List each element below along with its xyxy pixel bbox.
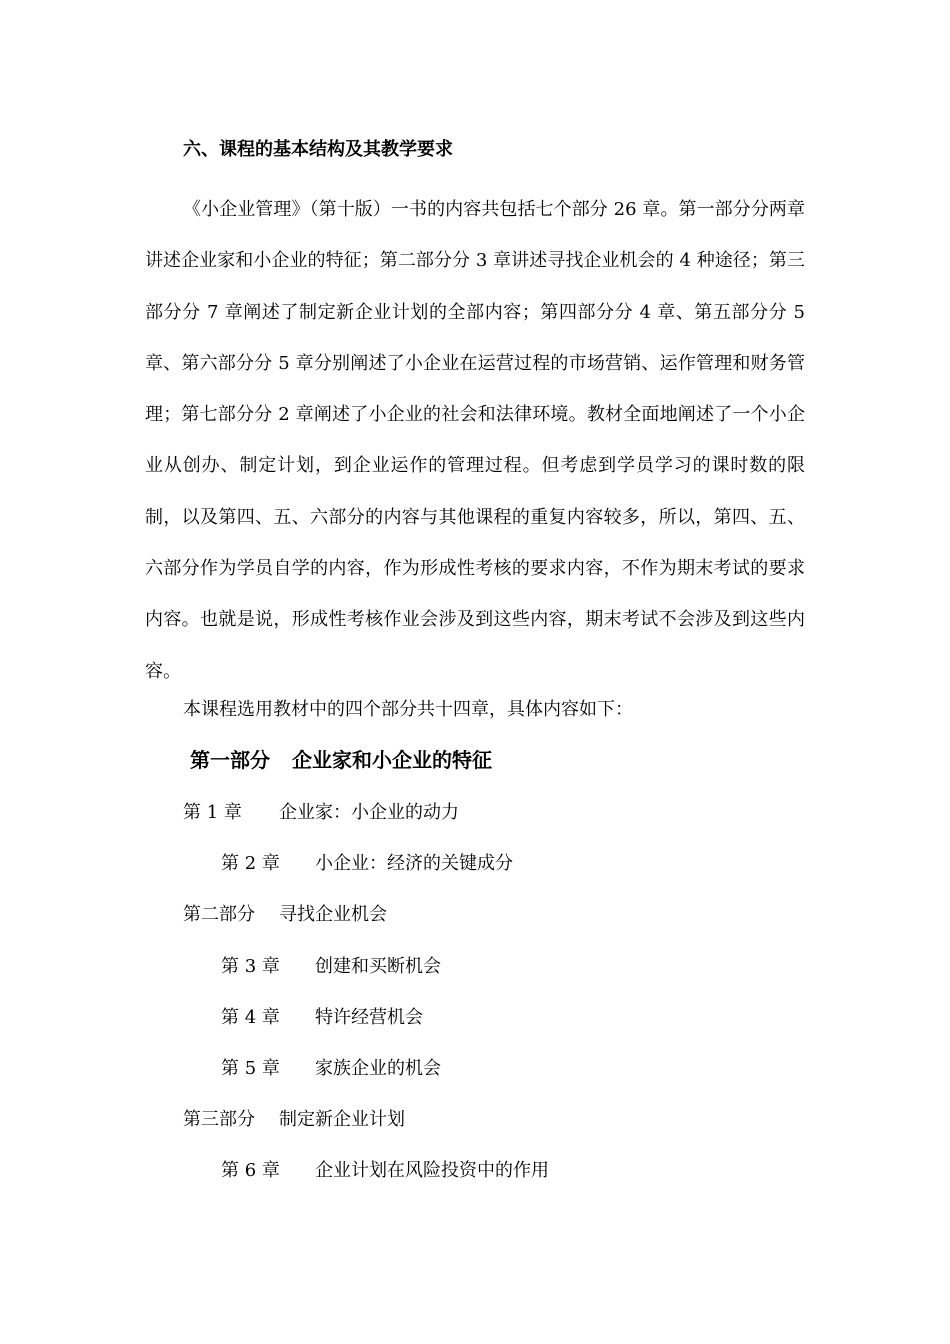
toc-item-title: 企业计划在风险投资中的作用 — [315, 1160, 549, 1181]
toc-part-number: 第二部分 — [183, 904, 255, 925]
toc-item-number: 第 5 章 — [221, 1058, 280, 1079]
toc-item — [221, 850, 513, 878]
toc-item-title: 特许经营机会 — [315, 1007, 423, 1028]
toc-item-number: 第 4 章 — [221, 1007, 280, 1028]
toc-part-number: 第三部分 — [183, 1109, 255, 1130]
part-heading — [190, 744, 492, 776]
toc-item — [221, 1055, 441, 1083]
part-title: 企业家和小企业的特征 — [292, 748, 492, 772]
toc-item-number: 第 2 章 — [221, 853, 280, 874]
intro-line: 本课程选用教材中的四个部分共十四章，具体内容如下： — [183, 699, 633, 720]
section-heading: 六、课程的基本结构及其教学要求 — [183, 139, 453, 160]
part-label: 第一部分 — [190, 748, 270, 772]
toc-item-number: 第 1 章 — [183, 802, 242, 823]
toc-item — [221, 953, 441, 981]
toc-item-title: 创建和买断机会 — [315, 956, 441, 977]
toc-item-title: 企业家：小企业的动力 — [279, 802, 459, 823]
toc-part — [183, 1106, 405, 1134]
body-paragraph: 《小企业管理》（第十版）一书的内容共包括七个部分 26 章。第一部分分两章讲述企业家和小企业的特征；第二部分分 3 章讲述寻找企业机会的 4 种途径；第三部分分 7 章阐述了制定新企业计划的全部内容；第四部分分 4 章、第五部分分 5 章、第六部分分 5 章分别阐述了小企业在运营过程的市场营销、运作管理和财务管理；第七部分分 2 章阐述了小企业的社会和法律环境。教材全面地阐述了一个小企业从创办、制定计划，到企业运作的管理过程。但考虑到学员学习的课时数的限制，以及第四、五、六部分的内容与其他课程的重复内容较多，所以，第四、五、六部分作为学员自学的内容，作为形成性考核的要求内容，不作为期末考试的要求内容。也就是说，形成性考核作业会涉及到这些内容，期末考试不会涉及到这些内容。 — [145, 199, 805, 682]
toc-item-title: 家族企业的机会 — [315, 1058, 441, 1079]
toc-item-number: 第 6 章 — [221, 1160, 280, 1181]
toc-part-title: 制定新企业计划 — [279, 1109, 405, 1130]
toc-item — [183, 799, 459, 827]
toc-item — [221, 1004, 423, 1032]
toc-part — [183, 901, 387, 929]
toc-part-title: 寻找企业机会 — [279, 904, 387, 925]
toc-item-title: 小企业：经济的关键成分 — [315, 853, 513, 874]
toc-item — [221, 1157, 549, 1185]
toc-item-number: 第 3 章 — [221, 956, 280, 977]
